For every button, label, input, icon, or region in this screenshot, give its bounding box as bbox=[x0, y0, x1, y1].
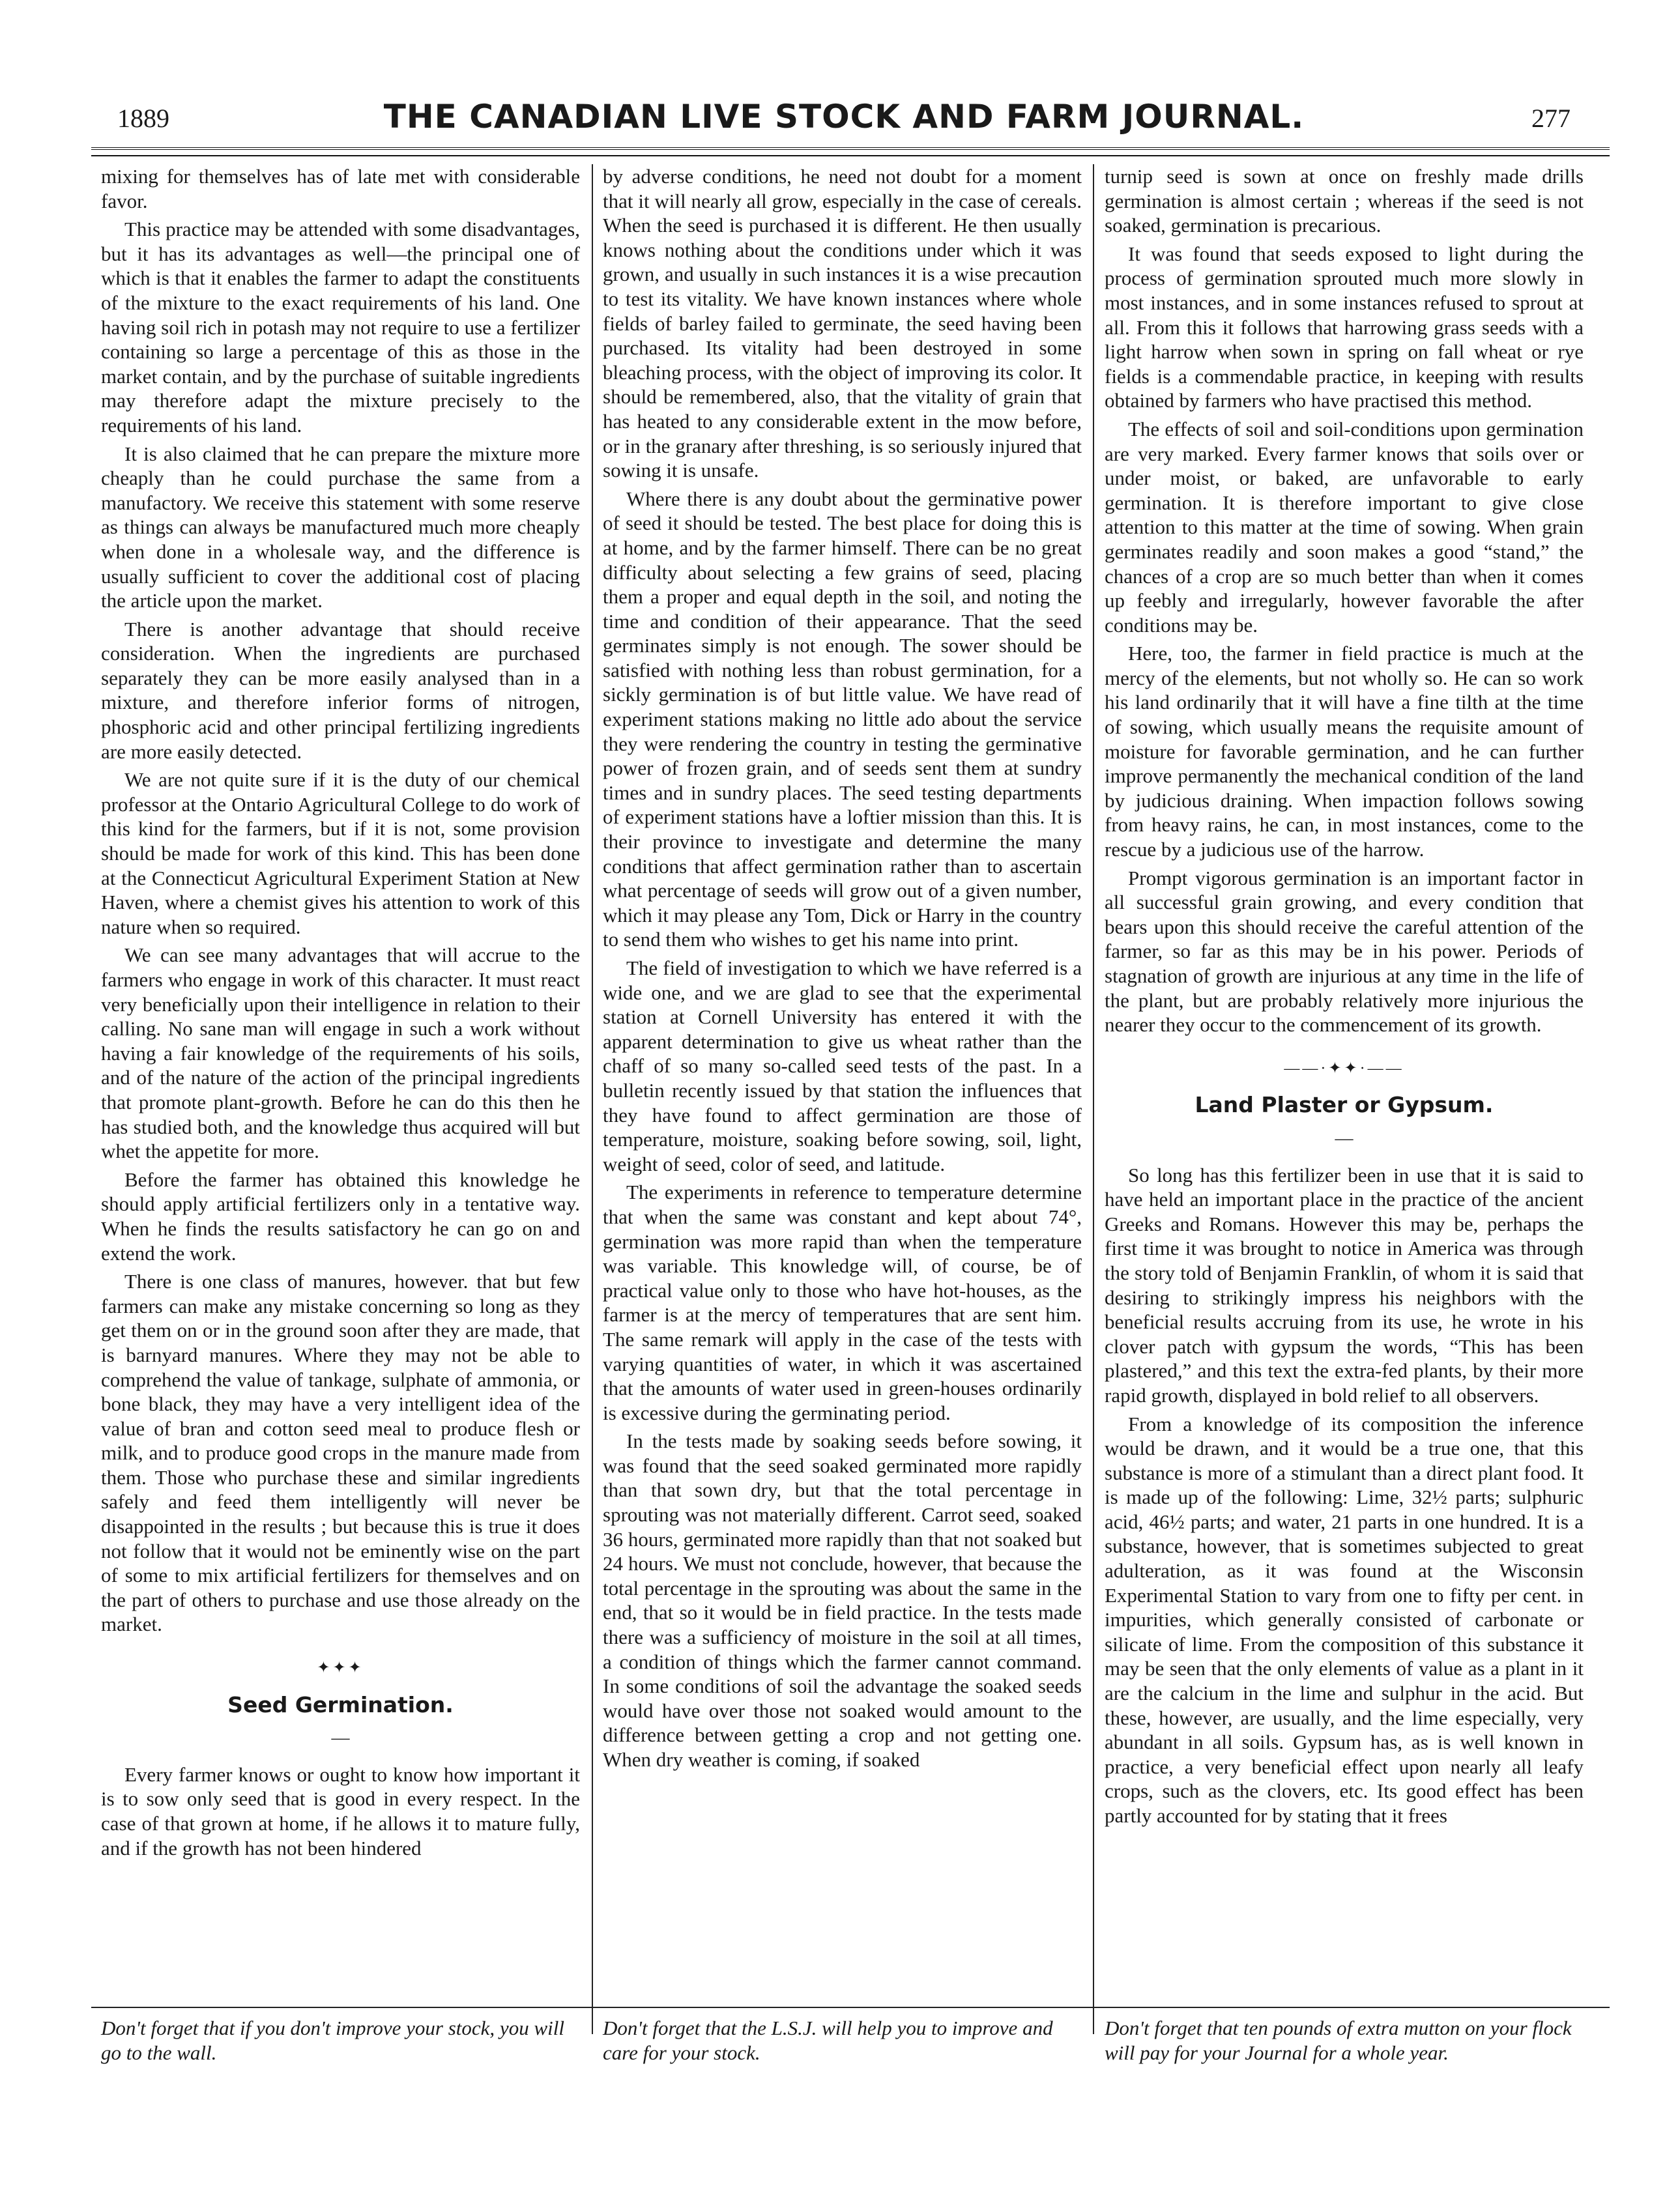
paragraph: We are not quite sure if it is the duty of our chemical professor at the Ontario Agricultural College to do work of this kind for the farmers, but if it is not, some provision should be made for work of this kind. This has been done at the Connecticut Agricultural Experiment Station at New Haven, where a chemist gives his attention to work of this nature when so required. bbox=[101, 768, 580, 938]
paragraph: Where there is any doubt about the germinative power of seed it should be tested. The best place for doing this is at home, and by the farmer himself. There can be no great difficulty about selecting a few grains of seed, placing them a proper and equal depth in the soil, and noting the time and condition of their appearance. That the seed germinates simply is not enough. The sower should be satisfied with nothing less than robust germination, for a sickly germination is of but little value. We have read of experiment stations making no little ado about the service they were rendering the country in testing the germinative power of frozen grain, and of seeds sent them at sundry times and in sundry places. The seed testing departments of experiment stations have a loftier mission than this. It is their province to investigate and determine the many conditions that affect germination rather than to ascertain what percentage of seeds will grow out of a given number, which it may please any Tom, Dick or Harry in the country to send them who wishes to get his name into print. bbox=[603, 487, 1082, 951]
paragraph: So long has this fertilizer been in use that it is said to have held an important place in the practice of the ancient Greeks and Romans. However this may be, perhaps the first time it was brought to notice in America was through the story told of Benjamin Franklin, of whom it is said that desiring to strikingly impress his neighbors with the beneficial results accruing from its use, he wrote in his clover patch with gypsum the words, “This has been plastered,” and this text the extra-fed plants, by their more rapid growth, displayed in bold relief to all observers. bbox=[1105, 1163, 1584, 1407]
paragraph: From a knowledge of its composition the inference would be drawn, and it would be a true one, that this substance is more of a stimulant than a direct plant food. It is made up of the following: Lime, 32½ parts; sulphuric acid, 46½ parts; and water, 21 parts in one hundred. It is a substance, however, that is sometimes subjected to great adulteration, as it was found at the Wisconsin Experimental Station to vary from one to fifty per cent. in impurities, which generally consisted of carbonate or silicate of lime. From the composition of this substance it may be seen that the only elements of value as a plant in it are the calcium in the lime and sulphur in the acid. But these, however, are usually, and the lime especially, very abundant in all soils. Gypsum has, as is well known in practice, a very beneficial effect upon nearly all leafy crops, such as the clovers, etc. Its good effect has been partly accounted for by stating that it frees bbox=[1105, 1412, 1584, 1827]
article-heading: Seed Germination. bbox=[227, 1691, 454, 1717]
paragraph: The effects of soil and soil-conditions upon germination are very marked. Every farmer knows that soils over or under moist, or baked, are unfavorable to early germination. It is therefore important to give close attention to this matter at the time of sowing. When grain germinates readily and soon makes a good “stand,” the chances of a crop are so much better than when it comes up feebly and irregularly, however favorable the after conditions may be. bbox=[1105, 417, 1584, 637]
paragraph: The experiments in reference to temperature determine that when the same was constant and kept about 74°, germination was more rapid than when the temperature was variable. This knowledge will, of course, be of practical value only to those who have hot-houses, as the farmer is at the mercy of temperatures that are sent him. The same remark will apply in the case of the tests with varying quantities of water, in which it was ascertained that the amounts of water used in green-houses ordinarily is excessive during the germinating period. bbox=[603, 1181, 1082, 1424]
paragraph: There is another advantage that should receive consideration. When the ingredients are purchased separately they can be more easily analysed than in a mixture, and therefore inferior forms of nitrogen, phosphoric acid and other principal fertilizing ingredients are more easily detected. bbox=[101, 617, 580, 763]
paragraph: In the tests made by soaking seeds before sowing, it was found that the seed soaked germinated more rapidly than that sown dry, but that the total percentage in sprouting was not materially different. Carrot seed, soaked 36 hours, germinated more rapidly than that not soaked but 24 hours. We must not conclude, however, that because the total percentage in the sprouting was about the same in the end, that so it would be in field practice. In the tests made there was a sufficiency of moisture in the soil at all times, a condition of things which the farmer cannot command. In some conditions of soil the advantage the soaked seeds would have over those not soaked would amount to the difference between getting a crop and not getting one. When dry weather is coming, if soaked bbox=[603, 1429, 1082, 1771]
paragraph: Prompt vigorous germination is an important factor in all successful grain growing, and every condition that bears upon this should receive the careful attention of the farmer, so far as this may be in his power. Periods of stagnation of growth are injurious at any time in the life of the plant, but are probably relatively more injurious the nearer they occur to the commencement of its growth. bbox=[1105, 866, 1584, 1037]
paragraph: turnip seed is sown at once on freshly made drills germination is almost certain ; whereas if the seed is not soaked, germination is precarious. bbox=[1105, 165, 1584, 237]
header-rule-thin bbox=[91, 155, 1610, 156]
article-column-3 bbox=[1105, 164, 1584, 2007]
footer-rule bbox=[91, 2007, 1610, 2008]
paragraph: Before the farmer has obtained this knowledge he should apply artificial fertilizers only in a tentative way. When he finds the results satisfactory he can go on and extend the work. bbox=[101, 1168, 580, 1265]
article-heading: Land Plaster or Gypsum. bbox=[1195, 1092, 1494, 1118]
paragraph: It was found that seeds exposed to light during the process of germination sprouted much more slowly in most instances, and in some instances refused to sprout at all. From this it follows that harrowing grass seeds with a light harrow when sown in spring on fall wheat or rye fields is a commendable practice, in keeping with results obtained by farmers who have practised this method. bbox=[1105, 242, 1584, 412]
paragraph: It is also claimed that he can prepare the mixture more cheaply than he could purchase the same from a manufactory. We receive this statement with some reserve as things can always be manufactured much more cheaply when done in a wholesale way, and the difference is usually sufficient to cover the additional cost of placing the article upon the market. bbox=[101, 442, 580, 612]
paragraph: This practice may be attended with some disadvantages, but it has its advantages as well—the principal one of which is that it enables the farmer to adapt the constituents of the mixture to the exact requirements of his land. One having soil rich in potash may not require to use a fertilizer containing so large a percentage of this as those in the market contain, and by the purchase of suitable ingredients may therefore adapt the mixture precisely to the requirements of his land. bbox=[101, 218, 580, 437]
heading-dash: — bbox=[331, 1728, 350, 1749]
header-rule bbox=[91, 147, 1610, 150]
article-column-1 bbox=[101, 164, 580, 2007]
masthead-title: THE CANADIAN LIVE STOCK AND FARM JOURNAL. bbox=[383, 98, 1305, 136]
paragraph: by adverse conditions, he need not doubt for a moment that it will nearly all grow, especially in the case of cereals. When the seed is purchased it is different. He then usually knows nothing about the conditions under which it was grown, and usually in such instances it is a wise precaution to test its vitality. We have known instances where whole fields of barley failed to germinate, the seed having been purchased. Its vitality had been destroyed in some bleaching process, with the object of improving its color. It should be remembered, also, that the vitality of grain that has heated to any considerable extent in the mow before, or in the granary after threshing, is so seriously injured that sowing it is unsafe. bbox=[603, 165, 1082, 482]
footer-note-3: Don't forget that ten pounds of extra mutton on your flock will pay for your Journal for a whole year. bbox=[1105, 2017, 1572, 2064]
column-divider bbox=[592, 164, 593, 2034]
section-ornament: ——·✦✦·—— bbox=[1284, 1059, 1404, 1077]
page-header bbox=[117, 98, 1571, 150]
footer-note-2: Don't forget that the L.S.J. will help you to improve and care for your stock. bbox=[603, 2017, 1053, 2064]
paragraph: We can see many advantages that will accrue to the farmers who engage in work of this character. It must react very beneficially upon their intelligence in relation to their calling. No sane man will engage in such a work without having a fair knowledge of the requirements of his soils, and of the nature of the action of the principal ingredients that promote plant-growth. Before he can do this then he has studied both, and the knowledge thus acquired will but whet the appetite for more. bbox=[101, 943, 580, 1163]
paragraph: Every farmer knows or ought to know how important it is to sow only seed that is good in every respect. In the case of that grown at home, if he allows it to mature fully, and if the growth has not been hindered bbox=[101, 1762, 580, 1860]
column-divider bbox=[1093, 164, 1094, 2034]
footer-note-1: Don't forget that if you don't improve your stock, you will go to the wall. bbox=[101, 2017, 564, 2064]
paragraph: There is one class of manures, however. that but few farmers can make any mistake concerning so long as they get them on or in the ground soon after they are made, that is barnyard manures. Where they may not be able to comprehend the value of tankage, sulphate of ammonia, or bone black, they may have a very intelligent idea of the value of bran and cotton seed meal to produce flesh or milk, and to produce good crops in the manure made from them. Those who purchase these and similar ingredients safely and feed them intelligently will never be disappointed in the results ; but because this is true it does not follow that it would not be eminently wise on the part of some to mix artificial fertilizers for themselves and on the part of others to purchase and use those already on the market. bbox=[101, 1270, 580, 1636]
heading-dash: — bbox=[1335, 1128, 1354, 1149]
paragraph: The field of investigation to which we have referred is a wide one, and we are glad to see that the experimental station at Cornell University has entered it with the apparent determination to give us wheat rather than the chaff of so many so-called seed tests of the past. In a bulletin recently issued by that station the influences that they have found to affect germination are those of temperature, moisture, soaking before sowing, soil, light, weight of seed, color of seed, and latitude. bbox=[603, 956, 1082, 1175]
article-column-2 bbox=[603, 164, 1082, 2007]
paragraph: mixing for themselves has of late met with considerable favor. bbox=[101, 165, 580, 212]
page-year: 1889 bbox=[117, 104, 169, 133]
section-ornament: ✦✦✦ bbox=[317, 1659, 364, 1677]
page-number: 277 bbox=[1531, 104, 1571, 133]
paragraph: Here, too, the farmer in field practice is much at the mercy of the elements, but not wholly so. He can so work his land ordinarily that it will have a fine tilth at the time of sowing, which usually means the requisite amount of moisture for favorable germination, and he can further improve permanently the mechanical condition of the land by judicious draining. When impaction follows sowing from heavy rains, he can, in most instances, come to the rescue by a judicious use of the harrow. bbox=[1105, 642, 1584, 861]
